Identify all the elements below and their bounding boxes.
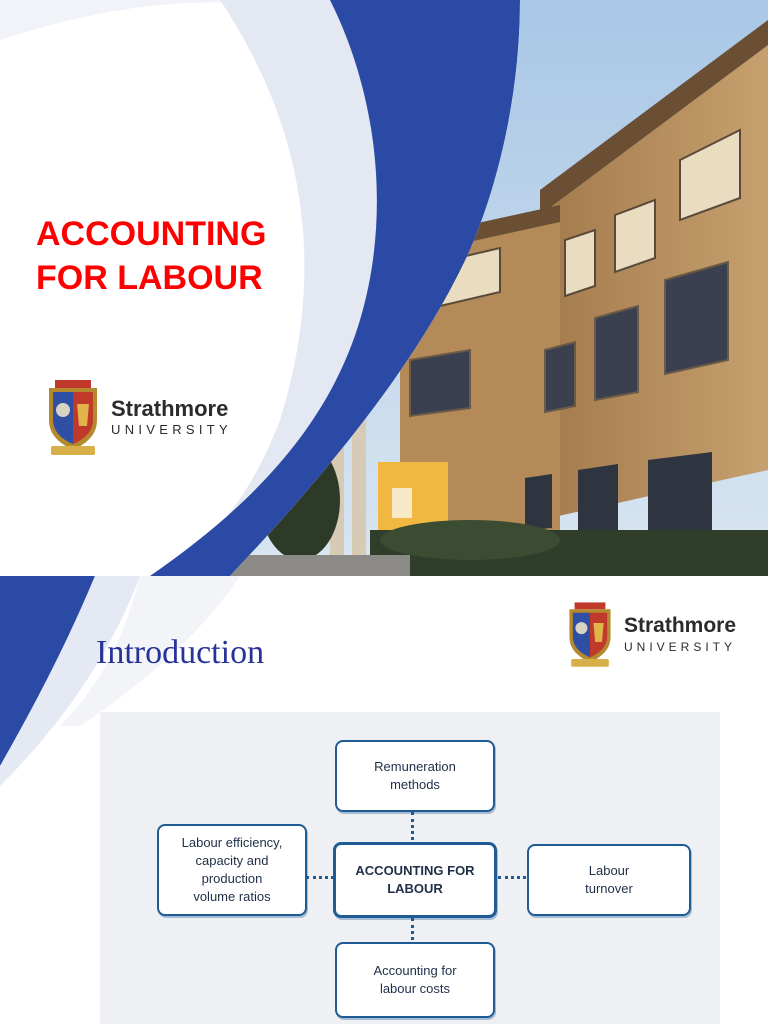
- logo-subtitle: UNIVERSITY: [624, 640, 737, 654]
- connector-right: [498, 876, 526, 879]
- university-logo-small: [566, 602, 736, 668]
- university-crest-icon: [566, 602, 614, 668]
- logo-name: Strathmore: [624, 614, 737, 637]
- connector-top: [411, 812, 414, 846]
- diagram-panel: [100, 712, 720, 1024]
- diagram-node-labour-turnover: Labour turnover: [527, 844, 691, 916]
- diagram-node-remuneration: Remuneration methods: [335, 740, 495, 812]
- diagram-node-accounting-labour-costs: Accounting for labour costs: [335, 942, 495, 1018]
- connector-left: [306, 876, 334, 879]
- university-crest-icon: [45, 380, 101, 456]
- logo-name: Strathmore: [111, 396, 229, 421]
- diagram-node-accounting-for-labour: ACCOUNTING FOR LABOUR: [333, 842, 497, 918]
- slide-heading: Introduction: [96, 634, 265, 671]
- university-logo: [45, 380, 232, 456]
- logo-subtitle: UNIVERSITY: [111, 422, 233, 437]
- presentation-title: ACCOUNTING FOR LABOUR: [36, 215, 267, 297]
- diagram-node-labour-efficiency: Labour efficiency, capacity and production volume ratios: [157, 824, 307, 916]
